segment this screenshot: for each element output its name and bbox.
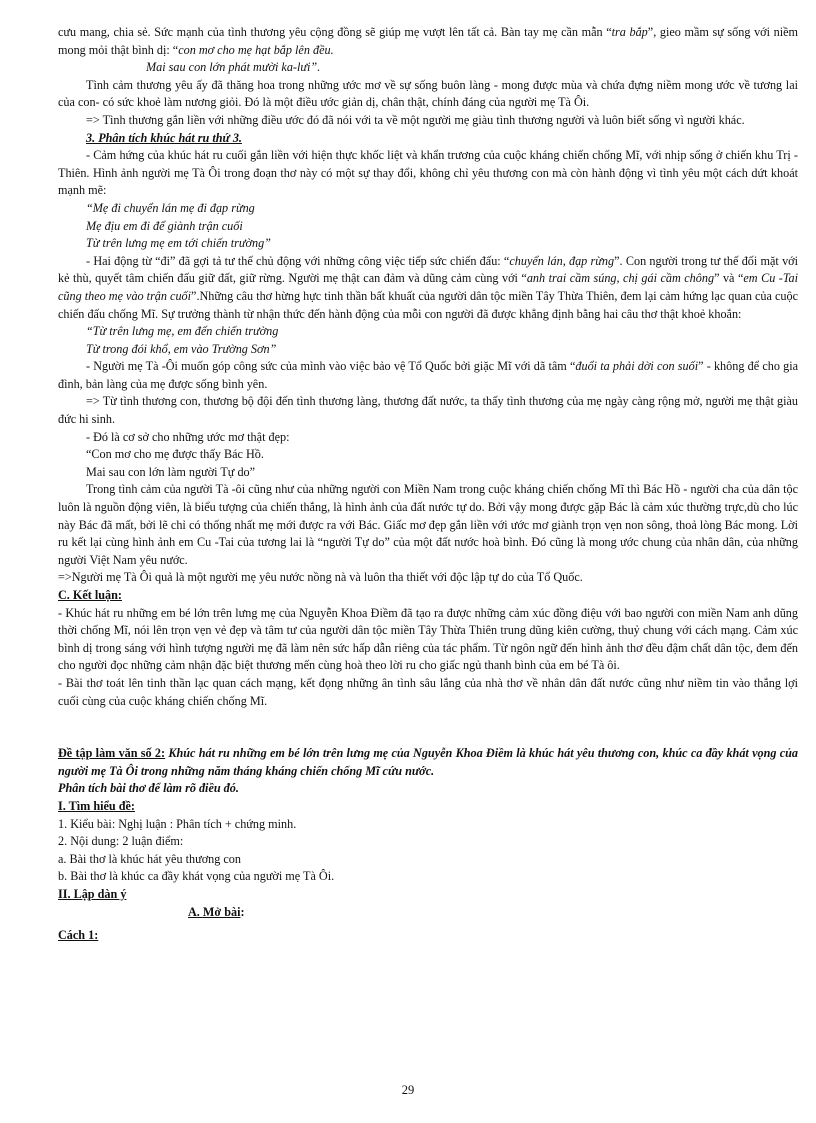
text-run: - Hai động từ “đi” đã gợi tả tư thế chủ động với những công việc tiếp sức chiến đấu: “ <box>86 253 510 268</box>
heading-text: Mở bài <box>202 904 241 919</box>
document-body <box>58 24 798 945</box>
heading-letter: A. <box>188 904 203 919</box>
spacer <box>58 710 798 745</box>
paragraph: - Đó là cơ sở cho những ước mơ thật đẹp: <box>86 429 290 444</box>
paragraph: Tình cảm thương yêu ấy đã thăng hoa trong những ước mơ về sự sống buôn làng - mong được mùa và chứa đựng niềm mong ước về tương lai của con- có sức khoẻ làm nương giỏi. Đó là một điều ước giản dị, chân thật, chính đáng của người mẹ Tà Ôi. <box>58 77 798 110</box>
list-item: a. Bài thơ là khúc hát yêu thương con <box>58 851 241 866</box>
quote-run: chuyển lán, đạp rừng <box>509 253 615 268</box>
topic-label: Đề tập làm văn số 2: <box>58 746 166 761</box>
verse-line: Từ trong đói khổ, em vào Trường Sơn” <box>86 341 277 356</box>
heading-method-1: Cách 1: <box>58 928 99 943</box>
heading-outline: II. Lập dàn ý <box>58 886 127 901</box>
heading-colon: : <box>240 904 245 919</box>
page-number: 29 <box>401 1083 415 1097</box>
list-item: 1. Kiểu bài: Nghị luận : Phân tích + chứng minh. <box>58 816 297 831</box>
text-run: ”, gieo mầm sự sống với niềm mong mỏi thật bình dị: “ <box>58 25 798 57</box>
text-run: - Người mẹ Tà -Ôi muốn góp công sức của mình vào việc bảo vệ Tổ Quốc bởi giặc Mĩ với dã tâm “ <box>86 359 576 374</box>
paragraph-intro <box>58 24 798 59</box>
text-run: ”.Những câu thơ hừng hực tinh thần bất khuất của người dân tộc miền Tây Thừa Thiên, đem lại cảm hứng lạc quan của cuộc chiến đấu chống Mĩ. Sự trưởng thành từ nhận thức đến hành động của mỗi con người đã được khẳng định bằng hai câu thơ thật khoẻ khoắn: <box>58 288 798 321</box>
paragraph: - Bài thơ toát lên tinh thần lạc quan cách mạng, kết đọng những ân tình sâu lắng của nhà thơ về nhân dân đất nước cũng như niềm tin vào thắng lợi cuối cùng của cuộc kháng chiến chống Mĩ. <box>58 675 798 708</box>
paragraph <box>58 358 798 393</box>
quote-run: đuổi ta phải dời con suối <box>575 359 699 374</box>
text-run: ” - không để cho gia đình, bản làng của mẹ được sống bình yên. <box>58 359 798 391</box>
heading-intro-part <box>58 904 798 922</box>
paragraph: => Tình thương gắn liền với những điều ước đó đã nói với ta về một người mẹ giàu tình thương người và luôn biết sống vì người khác. <box>86 112 745 127</box>
paragraph: - Khúc hát ru những em bé lớn trên lưng mẹ của Nguyễn Khoa Điềm đã tạo ra được những cảm xúc đồng điệu với bao người con miền Nam anh dũng thời chống Mĩ, nói lên trọn vẹn vẻ đẹp và tâm tư của người dân tộc miền Tây Thừa Thiên trung dũng kiên cường, thuỷ chung với cách mạng. Cảm xúc bình dị trong sáng với hình tượng người mẹ đã làm nên sức hấp dẫn riêng của tác phẩm. Từ ngôn ngữ đến hình ảnh thơ đều đậm chất dân tộc, đem đến cho người đọc những cảm nhận đặc biệt thương mến cùng hoà theo lời ru cho giấc ngủ thanh bình của em bé Tà ôi. <box>58 605 798 673</box>
text-run: ” và “ <box>714 271 744 286</box>
list-item: 2. Nội dung: 2 luận điểm: <box>58 834 184 849</box>
topic-text: Khúc hát ru những em bé lớn trên lưng mẹ của Nguyễn Khoa Điềm là khúc hát yêu thương con, khúc ca đầy khát vọng của người mẹ Tà Ôi trong những năm tháng kháng chiến chống Mĩ cứu nước. <box>58 746 798 778</box>
paragraph: => Từ tình thương con, thương bộ đội đến tình thương làng, thương đất nước, ta thấy tình thương của mẹ ngày càng rộng mở, người mẹ thật giàu đức hi sinh. <box>58 394 798 427</box>
paragraph: =>Người mẹ Tà Ôi quả là một người mẹ yêu nước nồng nà và luôn tha thiết với độc lập tự do của Tổ Quốc. <box>58 570 583 585</box>
section-heading-3: 3. Phân tích khúc hát ru thứ 3. <box>86 130 242 145</box>
verse-line: Từ trên lưng mẹ em tới chiến trường” <box>86 236 271 251</box>
verse-line: Mẹ địu em đi để giành trận cuối <box>86 218 243 233</box>
verse-line: Mai sau con lớn phát mười ka-lưi”. <box>146 60 321 75</box>
verse-line: “Mẹ đi chuyển lán mẹ đi đạp rừng <box>86 200 255 215</box>
paragraph <box>58 253 798 323</box>
essay-task: Phân tích bài thơ để làm rõ điều đó. <box>58 781 239 796</box>
quote-run: tra bắp <box>611 25 648 39</box>
quote-run: con mơ cho mẹ hạt bắp lên đều. <box>178 42 334 57</box>
quote-line: “Con mơ cho mẹ được thấy Bác Hồ. <box>86 447 264 462</box>
text-run: ”. Con người trong tư thế đối mặt với kẻ thù, quyết tâm chiến đấu giữ đất, giữ rừng. Người mẹ thật can đảm và dũng cảm cùng với “ <box>58 253 798 286</box>
text-run: cưu mang, chia sẻ. Sức mạnh của tình thương yêu cộng đồng sẽ giúp mẹ vượt lên tất cả. Bàn tay mẹ cần mẫn “ <box>58 25 612 39</box>
quote-run: em Cu -Tai cũng theo mẹ vào trận cuối <box>58 271 798 303</box>
verse-line: “Từ trên lưng mẹ, em đến chiến trường <box>86 324 279 339</box>
section-heading-conclusion: C. Kết luận: <box>58 588 122 602</box>
essay-topic <box>58 745 798 780</box>
list-item: b. Bài thơ là khúc ca đầy khát vọng của người mẹ Tà Ôi. <box>58 869 335 884</box>
paragraph: - Cảm hứng của khúc hát ru cuối gắn liền với hiện thực khốc liệt và khẩn trương của cuộc kháng chiến chống Mĩ, với nhịp sống ở chiến khu Trị - Thiên. Hình ảnh người mẹ Tà Ôi trong đoạn thơ này có một sự thay đổi, không chỉ yêu thương con mà còn hành động vì tình yêu một cách dứt khoát mạnh mẽ: <box>58 148 798 198</box>
quote-run: anh trai cầm súng, chị gái cầm chông <box>526 271 715 286</box>
quote-line: Mai sau con lớn làm người Tự do” <box>86 464 256 479</box>
paragraph: Trong tình cảm của người Tà -ôi cũng như của những người con Miền Nam trong cuộc kháng chiến chống Mĩ thì Bác Hồ - người cha của dân tộc luôn là nguồn động viên, là biểu tượng của chiến thắng, là hình ảnh của đất nước tự do. Bởi vậy mong được gặp Bác là cảm xúc thường trực,dù cho lúc này Bác đã mất, bởi lẽ chỉ có thống nhất mẹ mới được ra với Bác. Giấc mơ đẹp gắn liền với ước mơ giành trọn vẹn non sông, thoả lòng Bác mong. Lời ru kết lại cùng hình ảnh em Cu -Tai của tương lai là “người Tự do” của một đất nước hoà bình. Đó cũng là mong ước chung của nhân dân, của những người Việt Nam yêu nước. <box>58 482 798 567</box>
heading-analysis: I. Tìm hiểu đề: <box>58 798 135 813</box>
